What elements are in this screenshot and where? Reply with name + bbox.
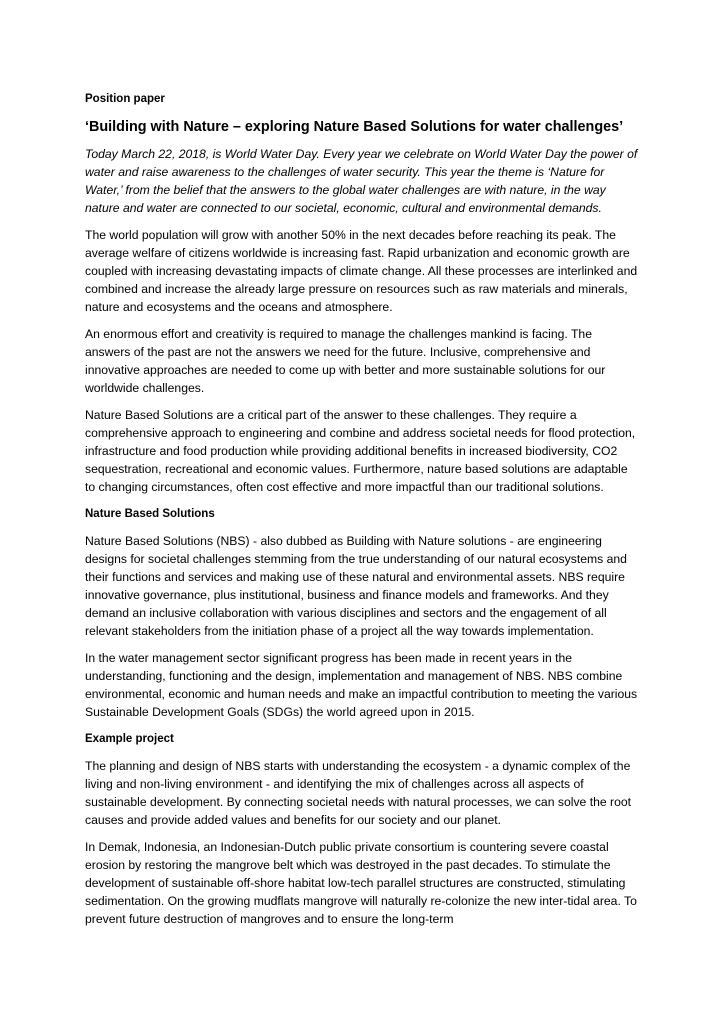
document-label: Position paper [85, 93, 165, 105]
section-heading-example: Example project [85, 733, 174, 745]
document-title: ‘Building with Nature – exploring Nature Based Solutions for water challenges’ [85, 119, 624, 135]
body-paragraph: The world population will grow with another 50% in the next decades before reaching its peak. The average welfare of citizens worldwide is increasing fast. Rapid urbanization and economic growth are coupled with increasing devastating impacts of climate change. All these processes are interlinked and combined and increase the already large pressure on resources such as raw materials and minerals, nature and ecosystems and the oceans and atmosphere. [85, 228, 638, 314]
body-paragraph: In Demak, Indonesia, an Indonesian-Dutch public private consortium is countering severe coastal erosion by restoring the mangrove belt which was destroyed in the past decades. To stimulate the development of sustainable off-shore habitat low-tech parallel structures are constructed, stimulating sedimentation. On the growing mudflats mangrove will naturally re-colonize the new inter-tidal area. To prevent future destruction of mangroves and to ensure the long-term [85, 840, 637, 926]
body-paragraph: The planning and design of NBS starts with understanding the ecosystem - a dynamic complex of the living and non-living environment - and identifying the mix of challenges across all aspects of sustainable development. By connecting societal needs with natural processes, we can solve the root causes and provide added values and benefits for our society and our planet. [85, 759, 632, 827]
body-paragraph: Nature Based Solutions are a critical part of the answer to these challenges. They require a comprehensive approach to engineering and combine and address societal needs for flood protection, infrastructure and food production while providing additional benefits in increased biodiversity, CO2 sequestration, recreational and economic values. Furthermore, nature based solutions are adaptable to changing circumstances, often cost effective and more impactful than our traditional solutions. [85, 408, 636, 494]
body-paragraph: In the water management sector significant progress has been made in recent years in the understanding, functioning and the design, implementation and management of NBS. NBS combine environmental, economic and human needs and make an impactful contribution to meeting the various Sustainable Development Goals (SDGs) the world agreed upon in 2015. [85, 651, 638, 719]
document-page [85, 90, 640, 937]
body-paragraph: An enormous effort and creativity is required to manage the challenges mankind is facing. The answers of the past are not the answers we need for the future. Inclusive, comprehensive and innovative approaches are needed to come up with better and more sustainable solutions for our worldwide challenges. [85, 327, 606, 395]
section-heading-nbs: Nature Based Solutions [85, 508, 215, 520]
body-paragraph: Nature Based Solutions (NBS) - also dubbed as Building with Nature solutions - are engineering designs for societal challenges stemming from the true understanding of our natural ecosystems and their functions and services and making use of these natural and environmental assets. NBS require innovative governance, plus institutional, business and finance models and frameworks. And they demand an inclusive collaboration with various disciplines and sectors and the engagement of all relevant stakeholders from the initiation phase of a project all the way towards implementation. [85, 534, 627, 638]
intro-paragraph: Today March 22, 2018, is World Water Day. Every year we celebrate on World Water Day the power of water and raise awareness to the challenges of water security. This year the theme is ‘Nature for Water,’ from the belief that the answers to the global water challenges are with nature, in the way nature and water are connected to our societal, economic, cultural and environmental demands. [85, 147, 638, 215]
